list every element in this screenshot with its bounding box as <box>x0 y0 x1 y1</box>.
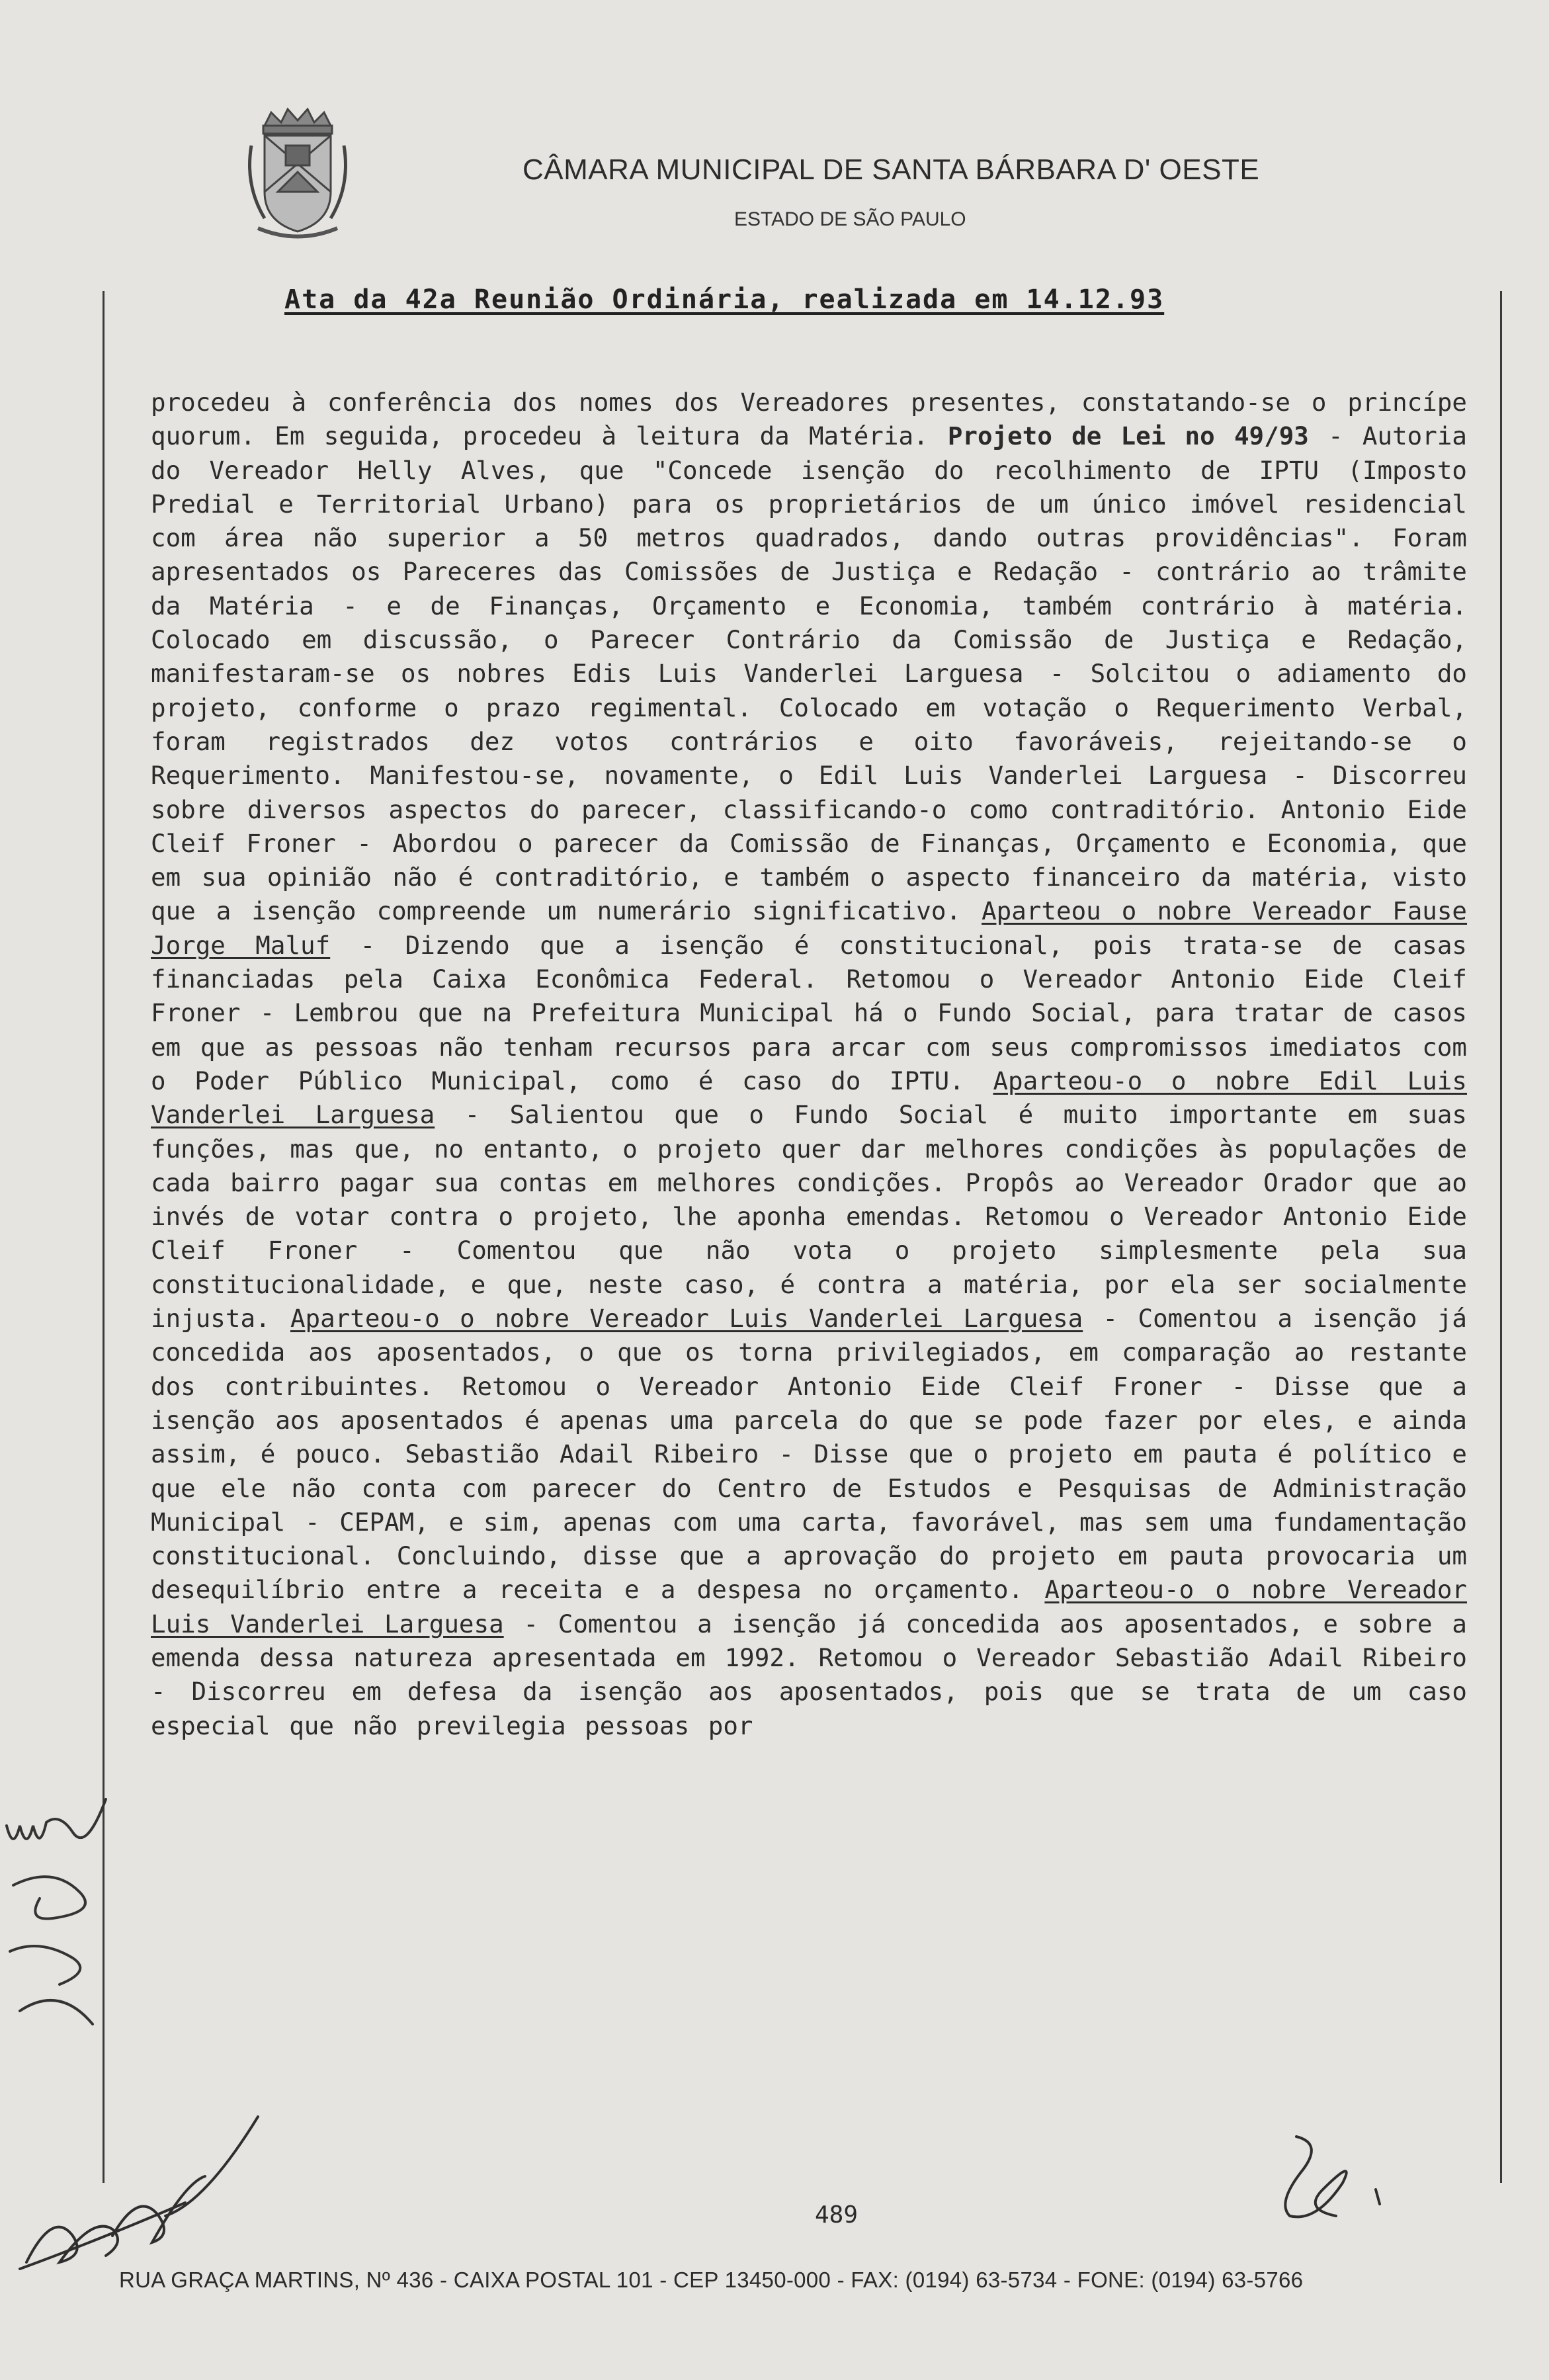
body-segment: procedeu à conferência dos nomes dos Vereadores presentes, constatando-se o princípe quorum. Em seguida, procedeu à leitura da Matéria. <box>151 388 1467 451</box>
aparte-heading: Aparteou o nobre Vereador Fause Jorge Maluf <box>151 896 1468 960</box>
aparte-heading: Aparteou-o o nobre Edil Luis Vanderlei Larguesa <box>151 1066 1467 1130</box>
aparte-heading: Aparteou-o o nobre Vereador Luis Vanderlei Larguesa <box>151 1575 1467 1638</box>
coat-of-arms-emblem <box>238 106 357 245</box>
minutes-body <box>151 386 1467 1743</box>
bottom-left-signature <box>13 2104 265 2289</box>
institution-state: ESTADO DE SÃO PAULO <box>734 208 966 230</box>
bill-reference: Projeto de Lei no 49/93 <box>947 421 1309 451</box>
institution-name: CÂMARA MUNICIPAL DE SANTA BÁRBARA D' OESTE <box>523 153 1260 186</box>
body-segment: - Dizendo que a isenção é constitucional, pois trata-se de casas financiadas pela Caixa Econômica Federal. Retomou o Vereador Antonio Eide Cleif Froner - Lembrou que na Prefeitura Municipal há o Fundo Social, para tratar de casos em que as pessoas não tenham recursos para arcar com seus compromissos imediatos com o Poder Público Municipal, como é caso do IPTU. <box>151 930 1467 1095</box>
footer-address: RUA GRAÇA MARTINS, Nº 436 - CAIXA POSTAL 101 - CEP 13450-000 - FAX: (0194) 63-5734 - FONE: (0194) 63-5766 <box>119 2268 1304 2292</box>
aparte-heading: Aparteou-o o nobre Vereador Luis Vanderlei Larguesa <box>290 1304 1083 1334</box>
body-segment: - Salientou que o Fundo Social é muito importante em suas funções, mas que, no entanto, o projeto quer dar melhores condições às populações de cada bairro pagar sua contas em melhores condições. Propôs ao Vereador Orador que ao invés de votar contra o projeto, lhe aponha emendas. Retomou o Vereador Antonio Eide Cleif Froner - Comentou que não vota o projeto simplesmente pela sua constitucionalidade, e que, neste caso, é contra a matéria, por ela ser socialmente injusta. <box>151 1100 1467 1334</box>
right-margin-line <box>1500 291 1502 2183</box>
page-number: 489 <box>815 2201 858 2229</box>
minutes-title: Ata da 42a Reunião Ordinária, realizada em 14.12.93 <box>284 284 1165 315</box>
body-segment: - Comentou a isenção já concedida aos aposentados, o que os torna privilegiados, em comparação ao restante dos contribuintes. Retomou o Vereador Antonio Eide Cleif Froner - Disse que a isenção aos aposentados é apenas uma parcela do que se pode fazer por eles, e ainda assim, é pouco. Sebastião Adail Ribeiro - Disse que o projeto em pauta é político e que ele não conta com parecer do Centro de Estudos e Pesquisas de Administração Municipal - CEPAM, e sim, apenas com uma carta, favorável, mas sem uma fundamentação constitucional. Concluindo, disse que a aprovação do projeto em pauta provocaria um desequilíbrio entre a receita e a despesa no orçamento. <box>151 1304 1467 1605</box>
body-segment: - Comentou a isenção já concedida aos aposentados, e sobre a emenda dessa natureza apresentada em 1992. Retomou o Vereador Sebastião Adail Ribeiro - Discorreu em defesa da isenção aos aposentados, pois que se trata de um caso especial que não previlegia pessoas por <box>151 1609 1467 1740</box>
body-segment: - Autoria do Vereador Helly Alves, que "Concede isenção do recolhimento de IPTU (Imposto Predial e Territorial Urbano) para os proprietários de um único imóvel residencial com área não superior a 50 metros quadrados, dando outras providências". Foram apresentados os Pareceres das Comissões de Justiça e Redação - contrário ao trâmite da Matéria - e de Finanças, Orçamento e Economia, também contrário à matéria. Colocado em discussão, o Parecer Contrário da Comissão de Justiça e Redação, manifestaram-se os nobres Edis Luis Vanderlei Larguesa - Solcitou o adiamento do projeto, conforme o prazo regimental. Colocado em votação o Requerimento Verbal, foram registrados dez votos contrários e oito favoráveis, rejeitando-se o Requerimento. Manifestou-se, novamente, o Edil Luis Vanderlei Larguesa - Discorreu sobre diversos aspectos do parecer, classificando-o como contraditório. Antonio Eide Cleif Froner - Abordou o parecer da Comissão de Finanças, Orçamento e Economia, que em sua opinião não é contraditório, e também o aspecto financeiro da matéria, visto que a isenção compreende um numerário significativo. <box>151 421 1467 926</box>
margin-initials-signature <box>0 1786 152 2064</box>
bottom-right-signature <box>1243 2130 1389 2223</box>
